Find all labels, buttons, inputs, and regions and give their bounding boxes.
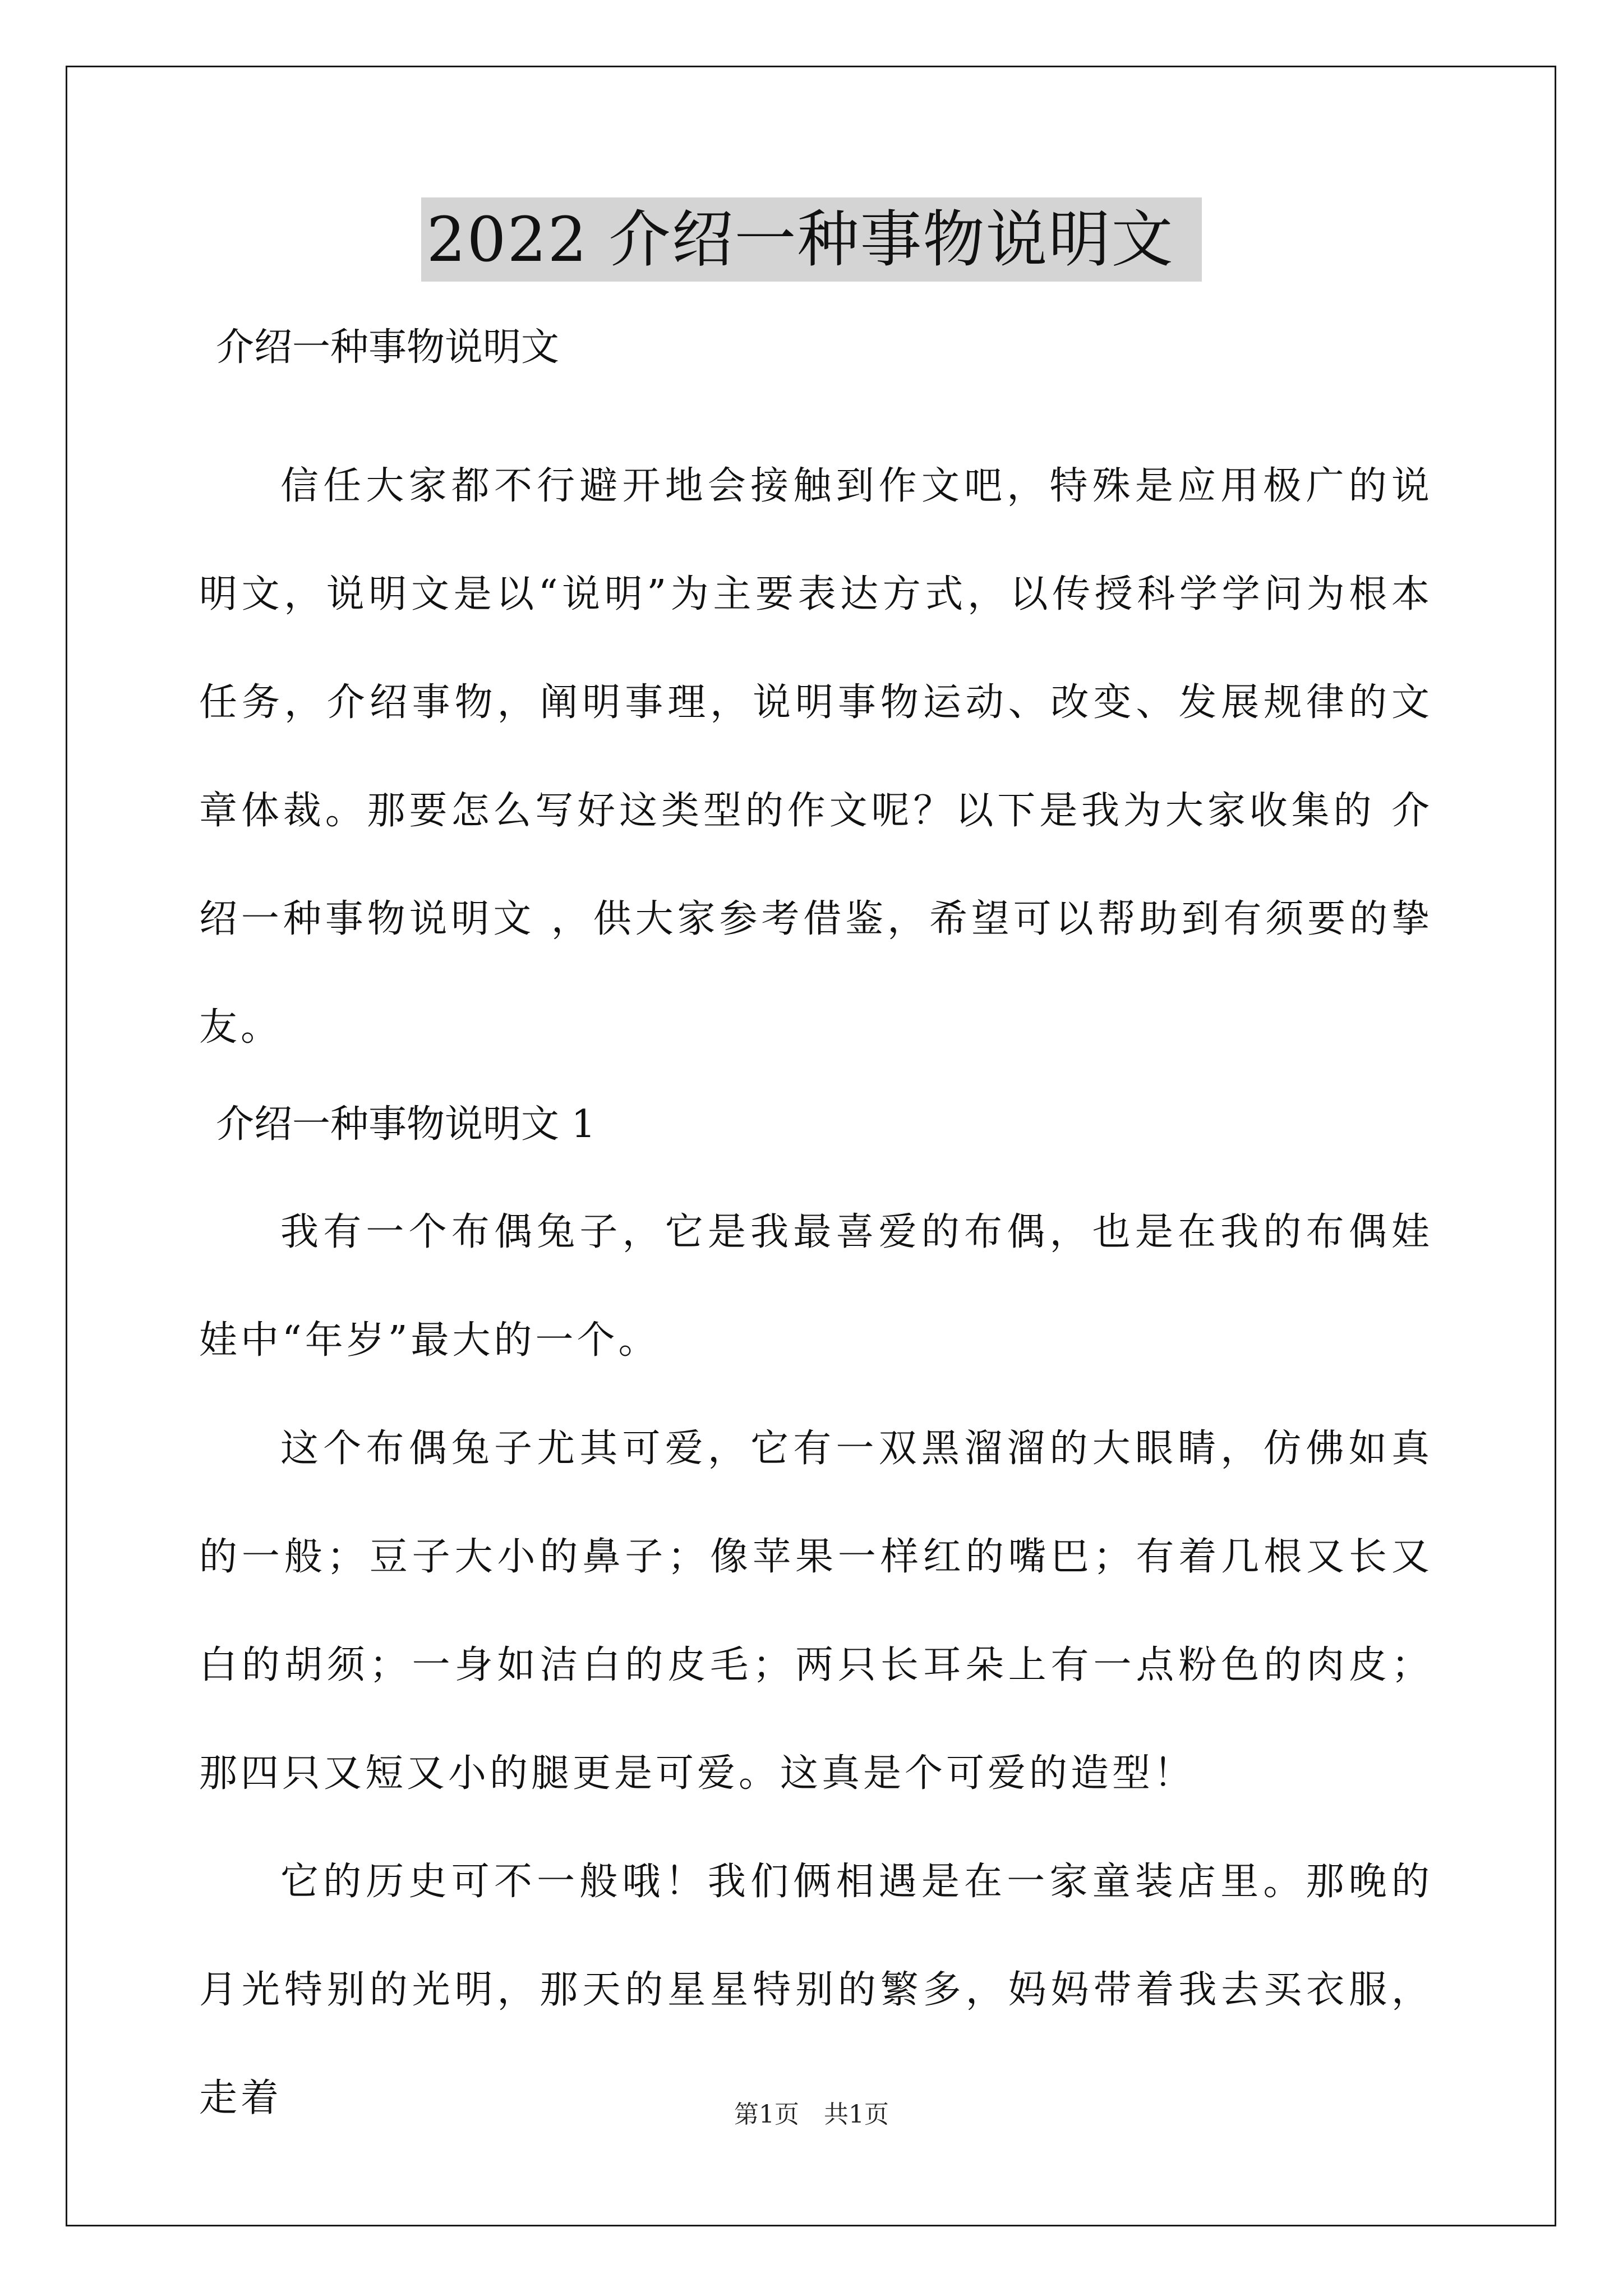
section-1-heading: 介绍一种事物说明文 1 [216,1102,596,1147]
page-footer: 第1页 共1页 [734,2100,889,2129]
document-title: 2022 介绍一种事物说明文 [421,197,1202,282]
intro-heading: 介绍一种事物说明文 [216,325,560,370]
section-1-paragraph-3: 它的历史可不一般哦！我们俩相遇是在一家童装店里。那晚的月光特别的光明，那天的星星特别的繁多，妈妈带着我去买衣服，走着 [199,1860,1433,2120]
section-1-paragraph-2: 这个布偶兔子尤其可爱，它有一双黑溜溜的大眼睛，仿佛如真的一般；豆子大小的鼻子；像苹果一样红的嘴巴；有着几根又长又白的胡须；一身如洁白的皮毛；两只长耳朵上有一点粉色的肉皮；那四只又短又小的腿更是可爱。这真是个可爱的造型！ [199,1427,1433,1796]
intro-paragraph: 信任大家都不行避开地会接触到作文吧，特殊是应用极广的说明文，说明文是以“说明”为主要表达方式，以传授科学学问为根本任务，介绍事物，阐明事理，说明事物运动、改变、发展规律的文章体裁。那要怎么写好这类型的作文呢？以下是我为大家收集的 介绍一种事物说明文 ，供大家参考借鉴，希望可以帮助到有须要的挚友。 [199,464,1433,1050]
title-container [0,197,1623,282]
section-1-paragraph-1: 我有一个布偶兔子，它是我最喜爱的布偶，也是在我的布偶娃娃中“年岁”最大的一个。 [199,1210,1433,1363]
